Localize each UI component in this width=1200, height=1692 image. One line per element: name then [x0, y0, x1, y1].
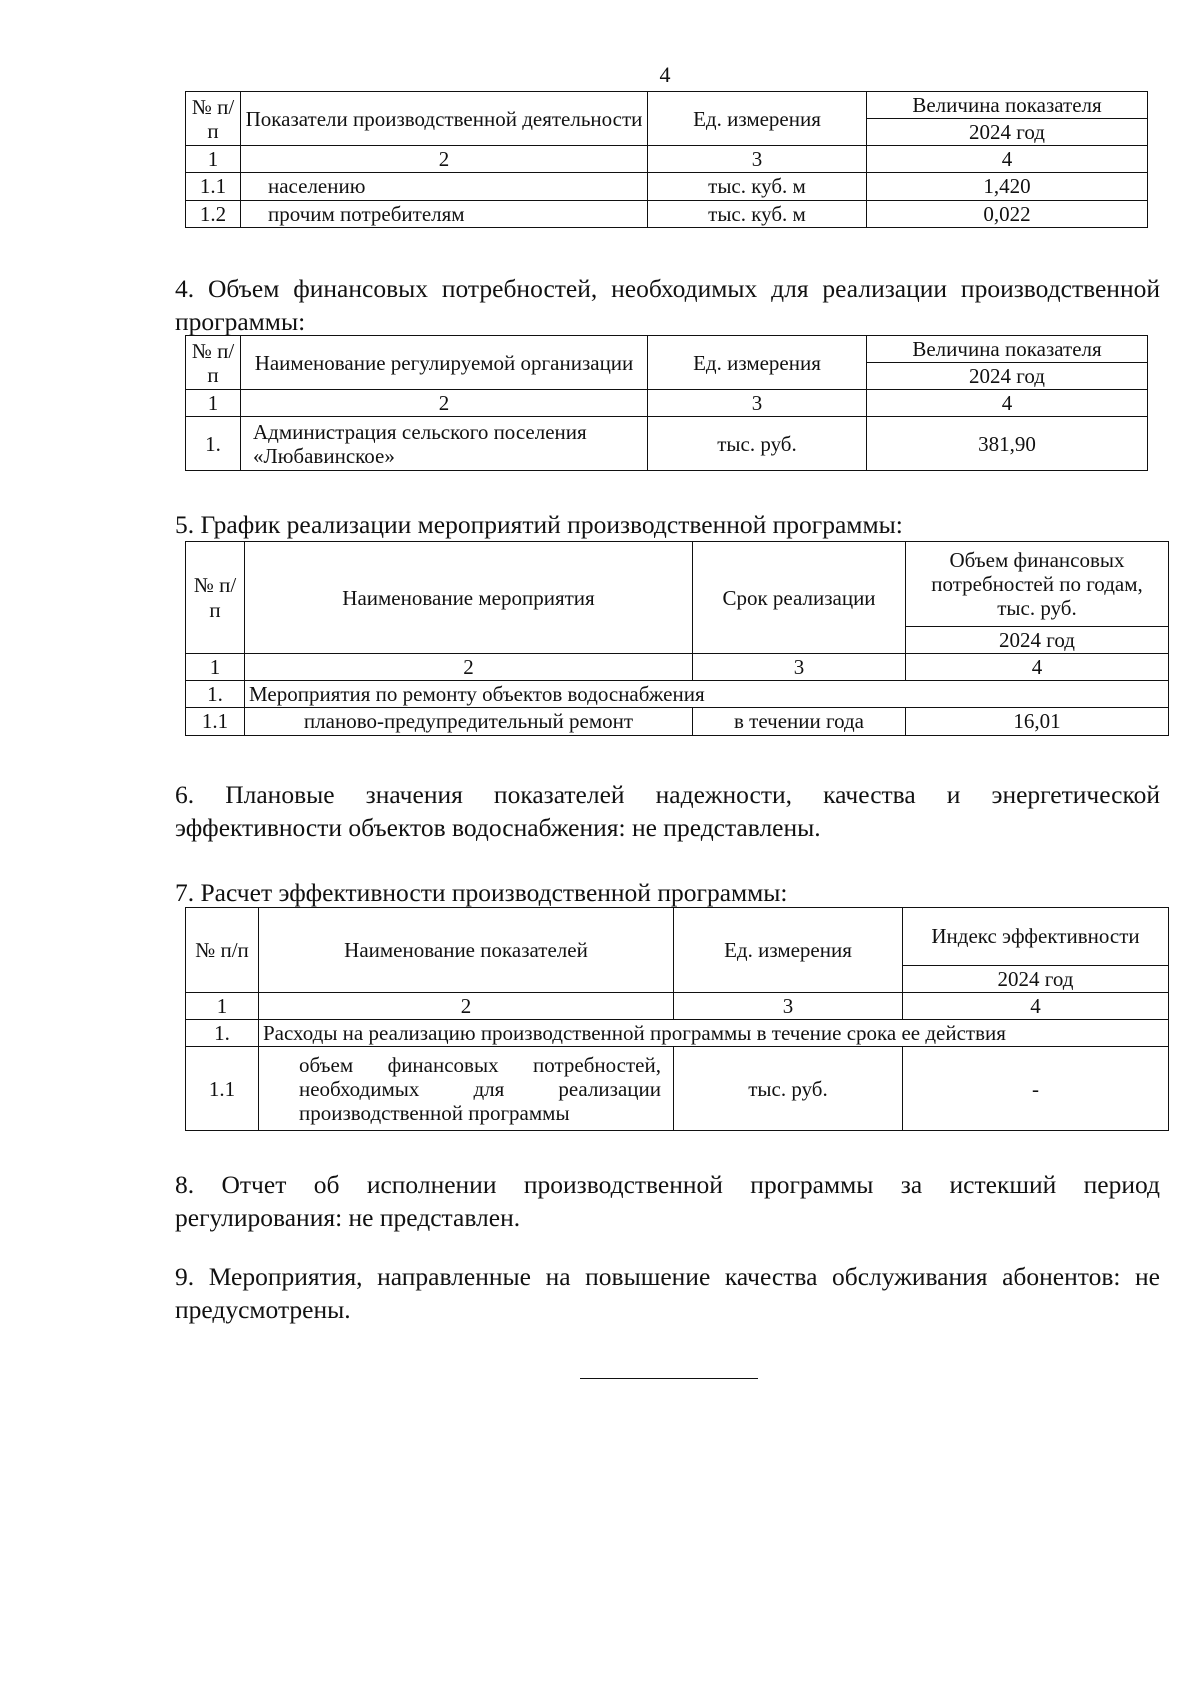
header-value: Величина показателя — [867, 336, 1148, 363]
section-7-heading: 7. Расчет эффективности производственной программы: — [175, 878, 788, 907]
row-name: Администрация сельского поселения «Любавинское» — [241, 417, 648, 471]
row-value: - — [903, 1047, 1169, 1131]
header-org: Наименование регулируемой организации — [241, 336, 648, 390]
header-value: Величина показателя — [867, 92, 1148, 119]
header-num: № п/п — [186, 542, 245, 654]
col-number: 2 — [259, 993, 674, 1020]
header-num: № п/п — [186, 92, 241, 146]
col-number: 2 — [245, 654, 693, 681]
table-row — [186, 173, 1148, 200]
header-year: 2024 год — [903, 966, 1169, 993]
row-name: прочим потребителям — [241, 200, 648, 227]
header-finance: Объем финансовых потребностей по годам, тыс. руб. — [906, 542, 1169, 627]
col-number: 3 — [674, 993, 903, 1020]
row-num: 1.1 — [186, 1047, 259, 1131]
table-group-row — [186, 681, 1169, 708]
header-name: Наименование показателей — [259, 908, 674, 993]
row-term: в течении года — [693, 708, 906, 735]
activities-schedule-table — [185, 541, 1169, 736]
row-value: 16,01 — [906, 708, 1169, 735]
row-unit: тыс. руб. — [648, 417, 867, 471]
row-unit: тыс. куб. м — [648, 200, 867, 227]
col-number: 2 — [241, 390, 648, 417]
col-number: 1 — [186, 390, 241, 417]
table-row — [186, 708, 1169, 735]
closing-divider — [580, 1378, 758, 1379]
header-indicator: Показатели производственной деятельности — [241, 92, 648, 146]
col-number: 3 — [648, 146, 867, 173]
row-value: 1,420 — [867, 173, 1148, 200]
col-number: 4 — [867, 146, 1148, 173]
row-name: планово-предупредительный ремонт — [245, 708, 693, 735]
table-row — [186, 200, 1148, 227]
table-group-row — [186, 1020, 1169, 1047]
production-indicators-table — [185, 91, 1148, 228]
col-number: 3 — [693, 654, 906, 681]
efficiency-calculation-table — [185, 907, 1169, 1131]
section-6-text: 6. Плановые значения показателей надежности, качества и энергетической эффективности объектов водоснабжения: не представлены. — [175, 780, 1160, 843]
section-5-heading: 5. График реализации мероприятий производственной программы: — [175, 510, 903, 539]
row-num: 1.1 — [186, 173, 241, 200]
col-number: 4 — [906, 654, 1169, 681]
col-number: 1 — [186, 146, 241, 173]
page-number: 4 — [659, 62, 671, 87]
header-name: Наименование мероприятия — [245, 542, 693, 654]
header-term: Срок реализации — [693, 542, 906, 654]
group-name: Расходы на реализацию производственной программы в течение срока ее действия — [259, 1020, 1169, 1047]
header-unit: Ед. измерения — [648, 92, 867, 146]
header-year: 2024 год — [867, 363, 1148, 390]
header-year: 2024 год — [906, 627, 1169, 654]
financial-needs-table — [185, 335, 1148, 471]
row-num: 1. — [186, 417, 241, 471]
header-index: Индекс эффективности — [903, 908, 1169, 966]
row-num: 1.1 — [186, 708, 245, 735]
table-row — [186, 1047, 1169, 1131]
row-num: 1.2 — [186, 200, 241, 227]
header-unit: Ед. измерения — [674, 908, 903, 993]
col-number: 2 — [241, 146, 648, 173]
col-number: 4 — [903, 993, 1169, 1020]
col-number: 1 — [186, 654, 245, 681]
row-unit: тыс. куб. м — [648, 173, 867, 200]
row-value: 0,022 — [867, 200, 1148, 227]
table-row — [186, 417, 1148, 471]
row-value: 381,90 — [867, 417, 1148, 471]
group-num: 1. — [186, 1020, 259, 1047]
header-year: 2024 год — [867, 119, 1148, 146]
col-number: 4 — [867, 390, 1148, 417]
col-number: 3 — [648, 390, 867, 417]
header-num: № п/п — [186, 908, 259, 993]
section-4-heading: 4. Объем финансовых потребностей, необходимых для реализации производственной программы: — [175, 274, 1160, 337]
row-name: населению — [241, 173, 648, 200]
group-name: Мероприятия по ремонту объектов водоснабжения — [245, 681, 1169, 708]
header-unit: Ед. измерения — [648, 336, 867, 390]
section-8-text: 8. Отчет об исполнении производственной программы за истекший период регулирования: не представлен. — [175, 1170, 1160, 1233]
col-number: 1 — [186, 993, 259, 1020]
row-name: объем финансовых потребностей, необходимых для реализации производственной программы — [259, 1047, 674, 1131]
row-unit: тыс. руб. — [674, 1047, 903, 1131]
header-num: № п/п — [186, 336, 241, 390]
section-9-text: 9. Мероприятия, направленные на повышение качества обслуживания абонентов: не предусмотрены. — [175, 1262, 1160, 1325]
group-num: 1. — [186, 681, 245, 708]
